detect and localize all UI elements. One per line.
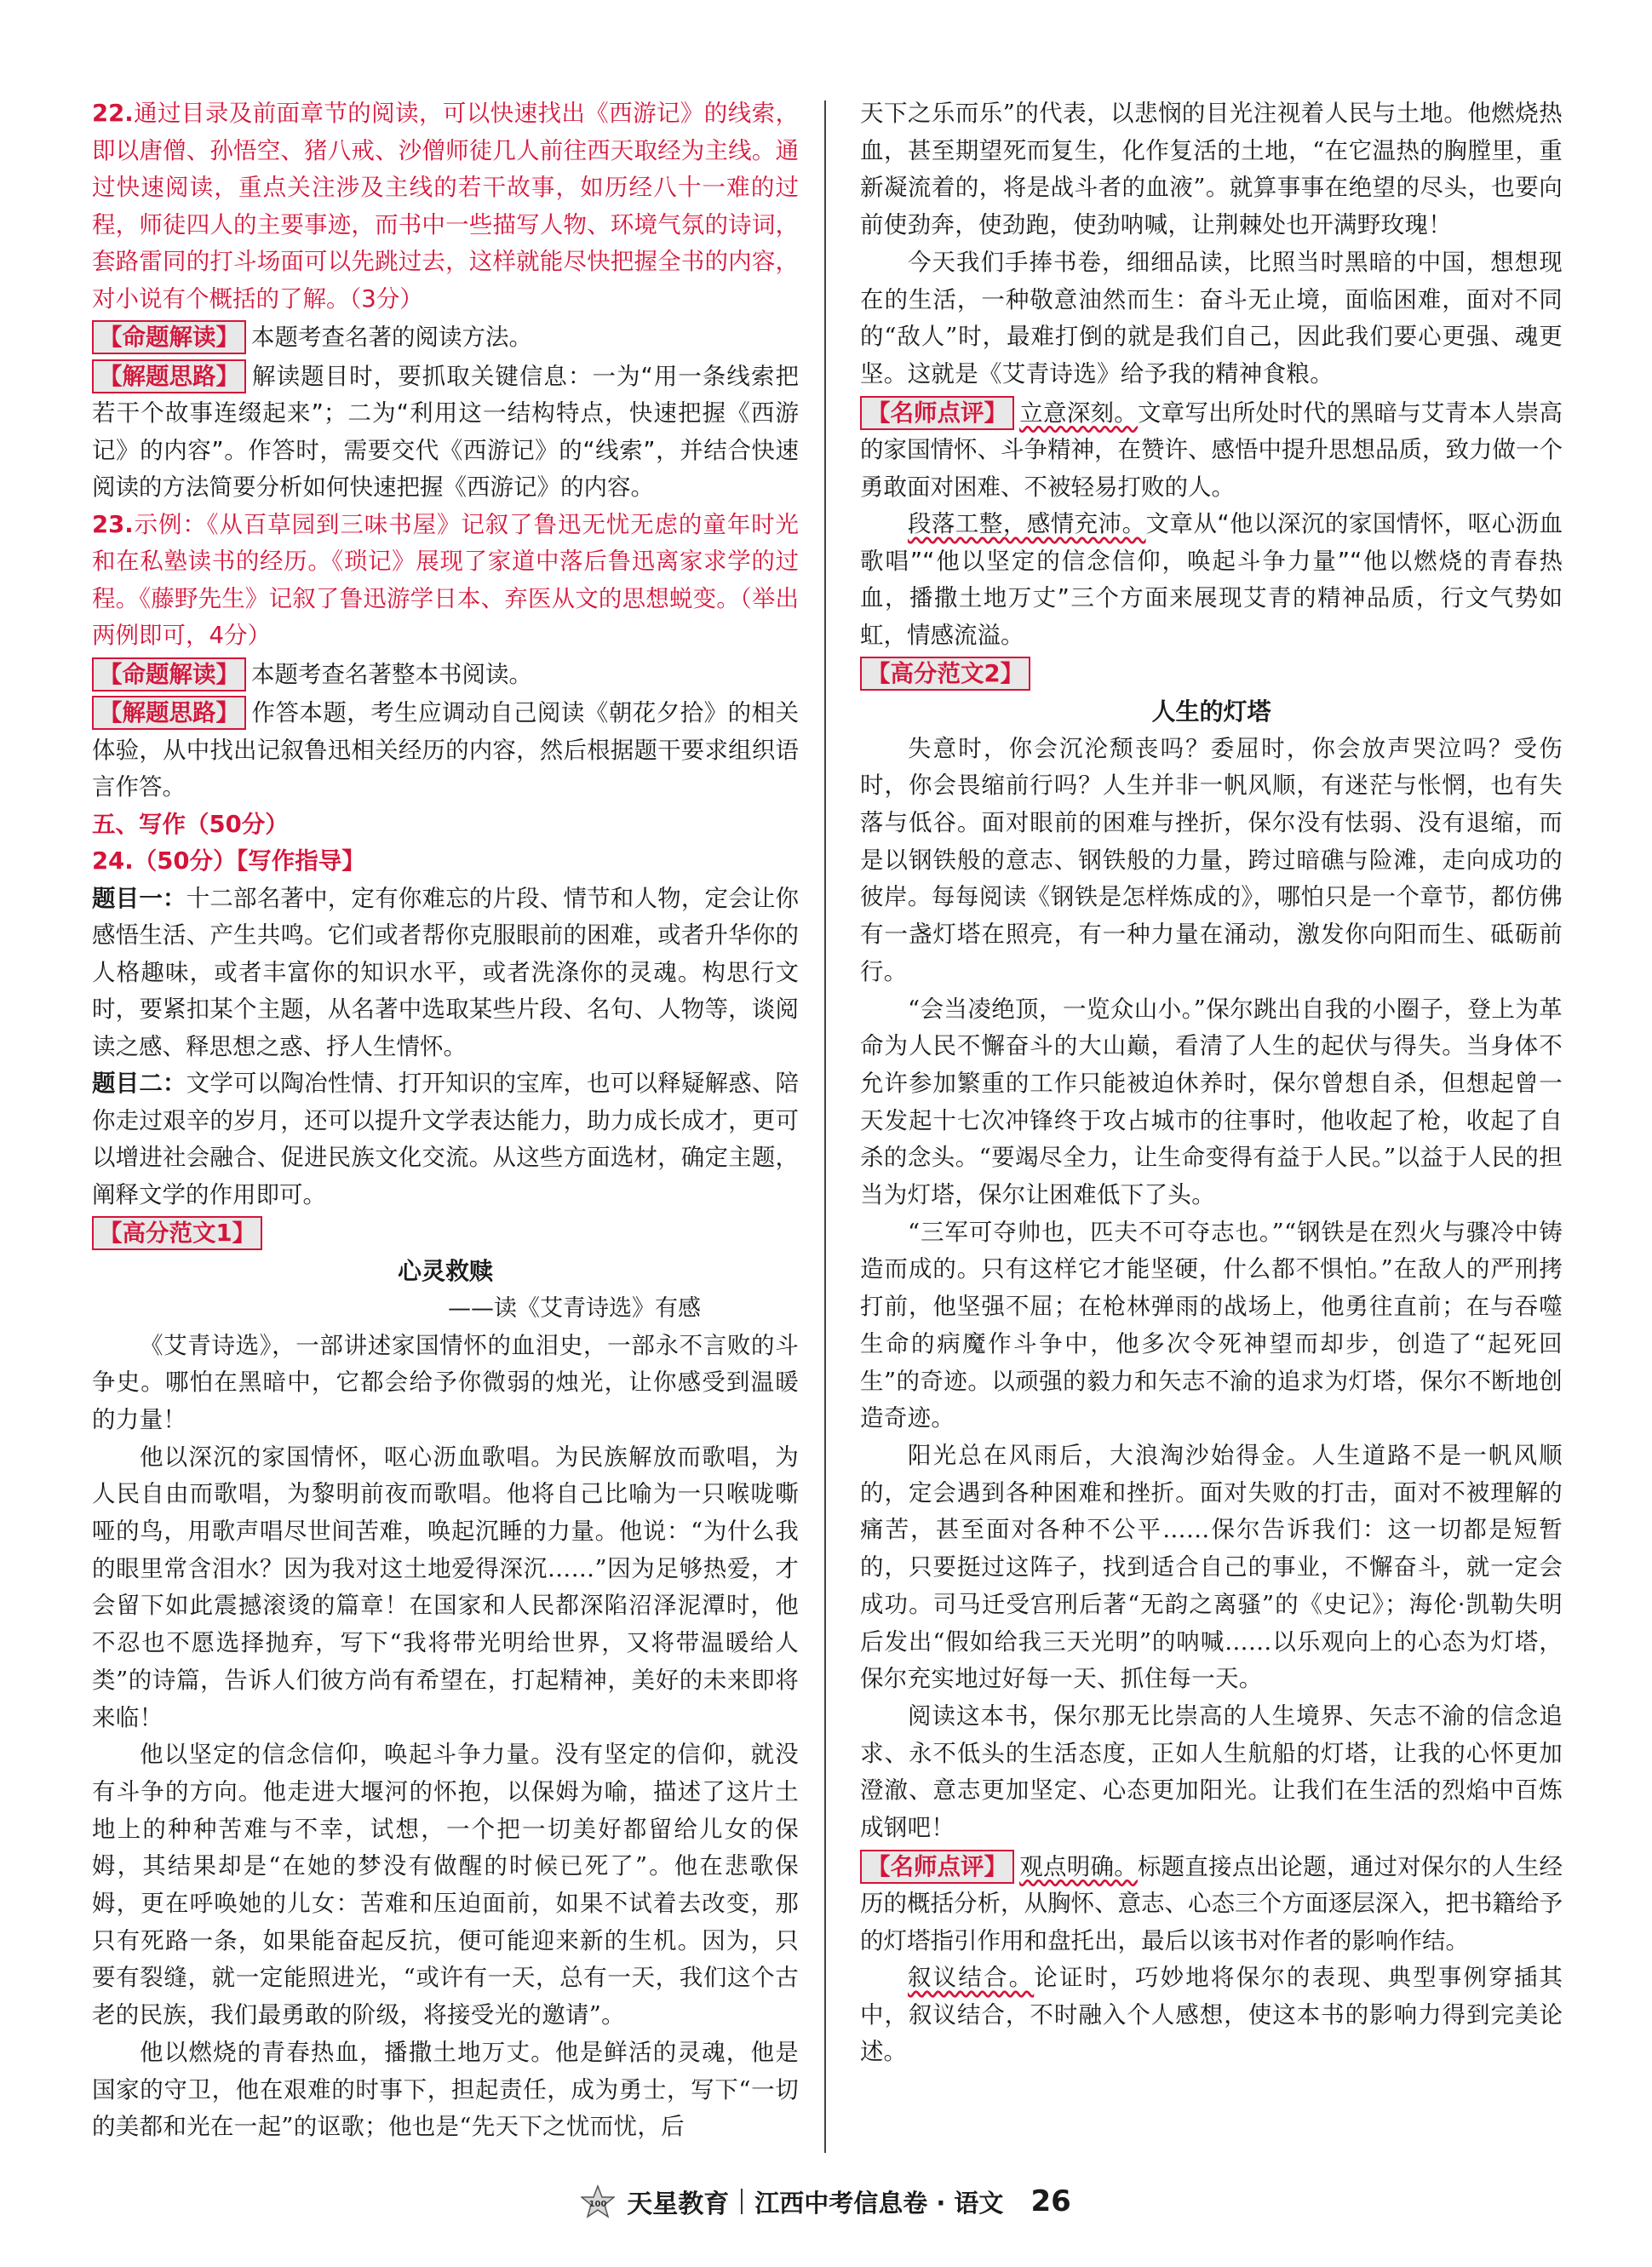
review-two-text: 标题直接点出论题，通过对保尔的人生经历的概括分析，从胸怀、意志、心态三个方面逐层深入，把书籍给予的灯塔指引作用和盘托出，最后以该书对作者的影响作结。 [860,1852,1563,1954]
q24-heading [92,843,799,881]
essay-two-paragraph: “三军可夺帅也，匹夫不可夺志也。”“钢铁是在烈火与骤冷中铸造而成的。只有这样它才能坚硬，什么都不惧怕。”在敌人的严刑拷打前，他坚强不屈；在枪林弹雨的战场上，他勇往直前；在与吞噬生命的病魔作斗争中，他多次令死神望而却步，创造了“起死回生”的奇迹。以顽强的毅力和矢志不渝的追求为灯塔，保尔不断地创造奇迹。 [860,1218,1563,1432]
tag-teacher-review: 【名师点评】 [860,1850,1014,1884]
star-logo-icon [581,2184,615,2218]
q24-topic-two [92,1065,799,1214]
essay-one-paragraph: 他以燃烧的青春热血，播撒土地万丈。他是鲜活的灵魂，他是国家的守卫，他在艰难的时事下，担起责任，成为勇士，写下“一切的美都和光在一起”的讴歌；他也是“先天下之忧而忧，后 [92,2038,799,2141]
q22-approach-text: 解读题目时，要抓取关键信息：一为“用一条线索把若干个故事连缀起来”；二为“利用这一结构特点，快速把握《西游记》的内容”。作答时，需要交代《西游记》的“线索”，并结合快速阅读的方法简要分析如何快速把握《西游记》的内容。 [92,362,799,501]
essay-two-paragraph: 阳光总在风雨后，大浪淘沙始得金。人生道路不是一帆风顺的，定会遇到各种困难和挫折。面对失败的打击，面对不被理解的痛苦，甚至面对各种不公平……保尔告诉我们：这一切都是短暂的，只要挺过这阵子，找到适合自己的事业，不懈奋斗，就一定会成功。司马迁受宫刑后著“无韵之离骚”的《史记》；海伦·凯勒失明后发出“假如给我三天光明”的呐喊……以乐观向上的心态为灯塔，保尔充实地过好每一天、抓住每一天。 [860,1441,1563,1693]
essay-one-title: 心灵救赎 [397,1256,493,1285]
essay-two-paragraph: “会当凌绝顶，一览众山小。”保尔跳出自我的小圈子，登上为革命为人民不懈奋斗的大山巅，看清了人生的起伏与得失。当身体不允许参加繁重的工作只能被迫休养时，保尔曾想自杀，但想起曾一天发起十七次冲锋终于攻占城市的往事时，他收起了枪，收起了自杀的念头。“要竭尽全力，让生命变得有益于人民。”以益于人民的担当为灯塔，保尔让困难低下了头。 [860,995,1563,1209]
essay-one-paragraph-continued: 天下之乐而乐”的代表，以悲悯的目光注视着人民与土地。他燃烧热血，甚至期望死而复生，化作复活的土地，“在它温热的胸膛里，重新凝流着的，将是战斗者的血液”。就算事事在绝望的尽头，也要向前使劲奔，使劲跑，使劲呐喊，让荆棘处也开满野玫瑰！ [860,100,1563,239]
sample-one-heading [92,1215,799,1253]
section-five-heading: 五、写作（50分） [92,810,289,838]
topic-two-label: 题目二： [92,1070,186,1097]
q22-number: 22. [92,100,134,127]
tag-teacher-review: 【名师点评】 [860,396,1014,430]
review-two-highlight: 观点明确。 [1019,1852,1138,1880]
q22-answer [92,95,799,318]
review-one [860,395,1563,507]
topic-one-text: 十二部名著中，定有你难忘的片段、情节和人物，定会让你感悟生活、产生共鸣。它们或者帮你克服眼前的困难，或者升华你的人格趣味，或者丰富你的知识水平，或者洗涤你的灵魂。构思行文时，要紧扣某个主题，从名著中选取某些片段、名句、人物等，谈阅读之感、释思想之惑、抒人生情怀。 [92,884,800,1060]
review-two-text-2: 论证时，巧妙地将保尔的表现、典型事例穿插其中，叙议结合，不时融入个人感想，使这本书的影响力得到完美论述。 [860,1964,1563,2066]
essay-two-title: 人生的灯塔 [1151,697,1271,726]
review-two-second [860,1960,1563,2071]
q24-number: 24. [92,847,134,875]
brand-name: 天星教育 [627,2190,730,2219]
right-column [860,95,1563,2071]
essay-one-paragraph: 今天我们手捧书卷，细细品读，比照当时黑暗的中国，想想现在的生活，一种敬意油然而生：奋斗无止境，面临困难，面对不同的“敌人”时，最难打倒的就是我们自己，因此我们要心更强、魂更坚。这就是《艾青诗选》给予我的精神食粮。 [860,248,1563,387]
q23-answer [92,507,799,655]
q23-interpretation [92,657,799,694]
q22-answer-text: 通过目录及前面章节的阅读，可以快速找出《西游记》的线索，即以唐僧、孙悟空、猪八戒、沙僧师徒几人前往西天取经为主线。通过快速阅读，重点关注涉及主线的若干故事，如历经八十一难的过程，师徒四人的主要事迹，而书中一些描写人物、环境气氛的诗词，套路雷同的打斗场面可以先跳过去，这样就能尽快把握全书的内容，对小说有个概括的了解。（3分） [92,100,799,313]
review-two [860,1849,1563,1960]
review-one-text-2: 文章从“他以深沉的家国情怀，呕心沥血歌唱”“他以坚定的信念信仰，唤起斗争力量”“他以燃烧的青春热血，播撒土地万丈”三个方面来展现艾青的精神品质，行文气势如虹，情感流溢。 [860,510,1563,649]
review-one-text: 文章写出所处时代的黑暗与艾青本人崇高的家国情怀、斗争精神，在赞许、感悟中提升思想品质，致力做一个勇敢面对困难、不被轻易打败的人。 [860,399,1563,501]
topic-two-text: 文学可以陶冶性情、打开知识的宝库，也可以释疑解惑、陪你走过艰辛的岁月，还可以提升文学表达能力，助力成长成才，更可以增进社会融合、促进民族文化交流。从这些方面选材，确定主题，阐释文学的作用即可。 [92,1070,800,1208]
book-title: 江西中考信息卷 · 语文 [754,2188,1004,2218]
footer-separator [741,2189,743,2214]
essay-two-paragraph: 失意时，你会沉沦颓丧吗？委屈时，你会放声哭泣吗？受伤时，你会畏缩前行吗？人生并非一帆风顺，有迷茫与怅惘，也有失落与低谷。面对眼前的困难与挫折，保尔没有怯弱、没有退缩，而是以钢铁般的意志、钢铁般的力量，跨过暗礁与险滩，走向成功的彼岸。每每阅读《钢铁是怎样炼成的》，哪怕只是一个章节，都仿佛有一盏灯塔在照亮，有一种力量在涌动，激发你向阳而生、砥砺前行。 [860,734,1563,985]
tag-approach: 【解题思路】 [92,696,246,730]
q22-approach [92,359,799,507]
essay-one-paragraph: 《艾青诗选》，一部讲述家国情怀的血泪史，一部永不言败的斗争史。哪怕在黑暗中，它都会给予你微弱的烛光，让你感受到温暖的力量！ [92,1331,799,1433]
essay-two-paragraph: 阅读这本书，保尔那无比崇高的人生境界、矢志不渝的信念追求、永不低头的生活态度，正如人生航船的灯塔，让我的心怀更加澄澈、意志更加坚定、心态更加阳光。让我们在生活的烈焰中百炼成钢吧！ [860,1702,1563,1842]
essay-one-paragraph: 他以坚定的信念信仰，唤起斗争力量。没有坚定的信仰，就没有斗争的方向。他走进大堰河的怀抱，以保姆为喻，描述了这片土地上的种种苦难与不幸，试想，一个把一切美好都留给儿女的保姆，其结果却是“在她的梦没有做醒的时候已死了”。他在悲歌保姆，更在呼唤她的儿女：苦难和压迫面前，如果不试着去改变，那只有死路一条，如果能奋起反抗，便可能迎来新的生机。因为，只要有裂缝，就一定能照进光，“或许有一天，总有一天，我们这个古老的民族，我们最勇敢的阶级，将接受光的邀请”。 [92,1741,799,2029]
q24-head-text: （50分）【写作指导】 [133,847,365,875]
topic-one-label: 题目一： [92,884,186,912]
tag-proposition: 【命题解读】 [92,657,246,692]
q22-interpretation [92,319,799,357]
q22-interpretation-text: 本题考查名著的阅读方法。 [251,324,532,351]
column-divider [824,100,826,2153]
essay-one-paragraph: 他以深沉的家国情怀，呕心沥血歌唱。为民族解放而歌唱，为人民自由而歌唱，为黎明前夜而歌唱。他将自己比喻为一只喉咙嘶哑的鸟，用歌声唱尽世间苦难，唤起沉睡的力量。他说：“为什么我的眼里常含泪水？因为我对这土地爱得深沉……”因为足够热爱，才会留下如此震撼滚烫的篇章！在国家和人民都深陷沼泽泥潭时，他不忍也不愿选择抛弃，写下“我将带光明给世界，又将带温暖给人类”的诗篇，告诉人们彼方尚有希望在，打起精神，美好的未来即将来临！ [92,1443,799,1731]
review-one-second [860,506,1563,654]
q23-interpretation-text: 本题考查名著整本书阅读。 [251,660,532,688]
q23-answer-text: 示例：《从百草园到三味书屋》记叙了鲁迅无忧无虑的童年时光和在私塾读书的经历。《琐记》展现了家道中落后鲁迅离家求学的过程。《藤野先生》记叙了鲁迅游学日本、弃医从文的思想蜕变。（举出两例即可，4分） [92,510,799,649]
q23-approach-text: 作答本题，考生应调动自己阅读《朝花夕拾》的相关体验，从中找出记叙鲁迅相关经历的内容，然后根据题干要求组织语言作答。 [92,699,799,801]
tag-proposition: 【命题解读】 [92,320,246,354]
q24-topic-one [92,881,799,1066]
sample-two-heading [860,656,1563,693]
essay-one-subtitle: ——读《艾青诗选》有感 [448,1294,701,1322]
tag-sample-two: 【高分范文2】 [860,657,1030,691]
page-number: 26 [1030,2184,1071,2218]
review-one-highlight: 立意深刻。 [1019,399,1138,427]
logo-text: 100 [588,2200,607,2209]
left-column [92,95,799,2146]
tag-sample-one: 【高分范文1】 [92,1216,262,1250]
review-two-highlight-2: 叙议结合。 [908,1964,1035,1992]
review-one-highlight-2: 段落工整，感情充沛。 [908,510,1146,538]
q23-approach [92,695,799,806]
page-footer [0,2180,1652,2223]
tag-approach: 【解题思路】 [92,359,246,393]
q23-number: 23. [92,510,134,538]
